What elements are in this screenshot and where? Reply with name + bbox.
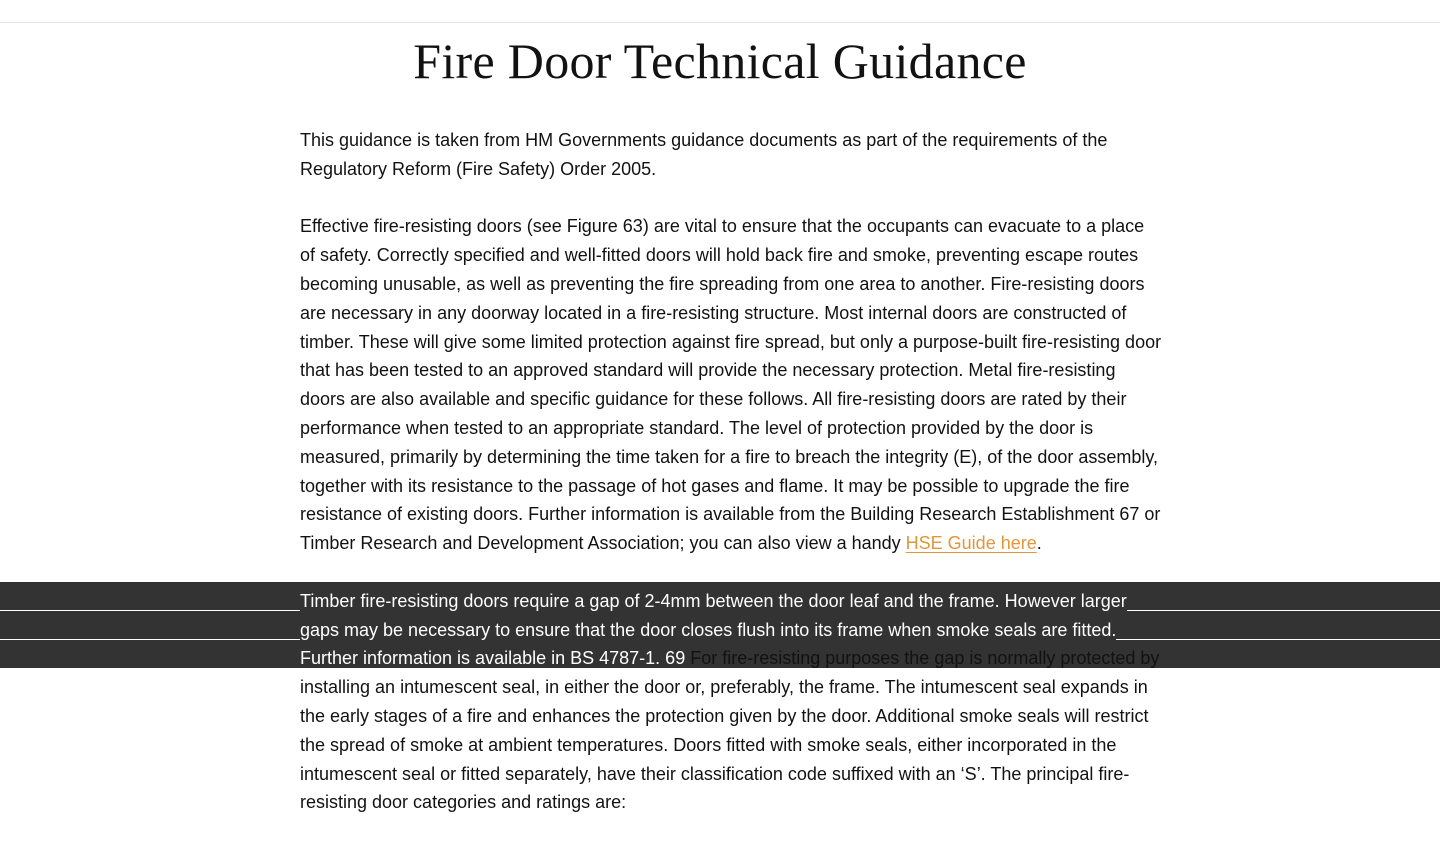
timber-gaps-text: For fire-resisting purposes the gap is normally protected by installing an intumescent seal, in either the door or, preferably, the frame. The intumescent seal expands in the early stages of a fire and enhances the protection given by the door. Additional smoke seals will restrict the spread of smoke at ambient temperatures. Doors fitted with smoke seals, either incorporated in the intumescent seal or fitted separately, have their classification code suffixed with an ‘S’. The principal fire-resisting door categories and ratings are: [300, 648, 1160, 813]
hse-guide-link[interactable]: HSE Guide here [905, 533, 1037, 554]
timber-gaps-paragraph [300, 587, 1162, 817]
intro-paragraph [300, 126, 1162, 184]
effective-doors-text: Effective fire-resisting doors (see Figure 63) are vital to ensure that the occupants can evacuate to a place of safety. Correctly specified and well-fitted doors will hold back fire and smoke, preventing escape routes becoming unusable, as well as preventing the fire spreading from one area to another. Fire-resisting doors are necessary in any doorway located in a fire-resisting structure. Most internal doors are constructed of timber. These will give some limited protection against fire spread, but only a purpose-built fire-resisting door that has been tested to an approved standard will provide the necessary protection. Metal fire-resisting doors are also available and specific guidance for these follows. All fire-resisting doors are rated by their performance when tested to an appropriate standard. The level of protection provided by the door is measured, primarily by determining the time taken for a fire to breach the integrity (E), of the door assembly, together with its resistance to the passage of hot gases and flame. It may be possible to upgrade the fire resistance of existing doors. Further information is available from the Building Research Establishment 67 or Timber Research and Development Association; you can also view a handy [300, 216, 1162, 554]
effective-doors-paragraph [300, 212, 1162, 558]
intro-text: This guidance is taken from HM Governments guidance documents as part of the requirements of the Regulatory Reform (Fire Safety) Order 2005. [300, 130, 1108, 179]
selected-text: Timber fire-resisting doors require a gap of 2-4mm between the door leaf and the frame. However larger gaps may be necessary to ensure that the door closes flush into its frame when smoke seals are fitted. Further information is available in BS 4787-1. 69 [300, 590, 1127, 669]
article-body [300, 126, 1162, 846]
page-title: Fire Door Technical Guidance [413, 33, 1027, 89]
header-divider [0, 22, 1440, 23]
link-trailing-punctuation: . [1036, 533, 1042, 554]
